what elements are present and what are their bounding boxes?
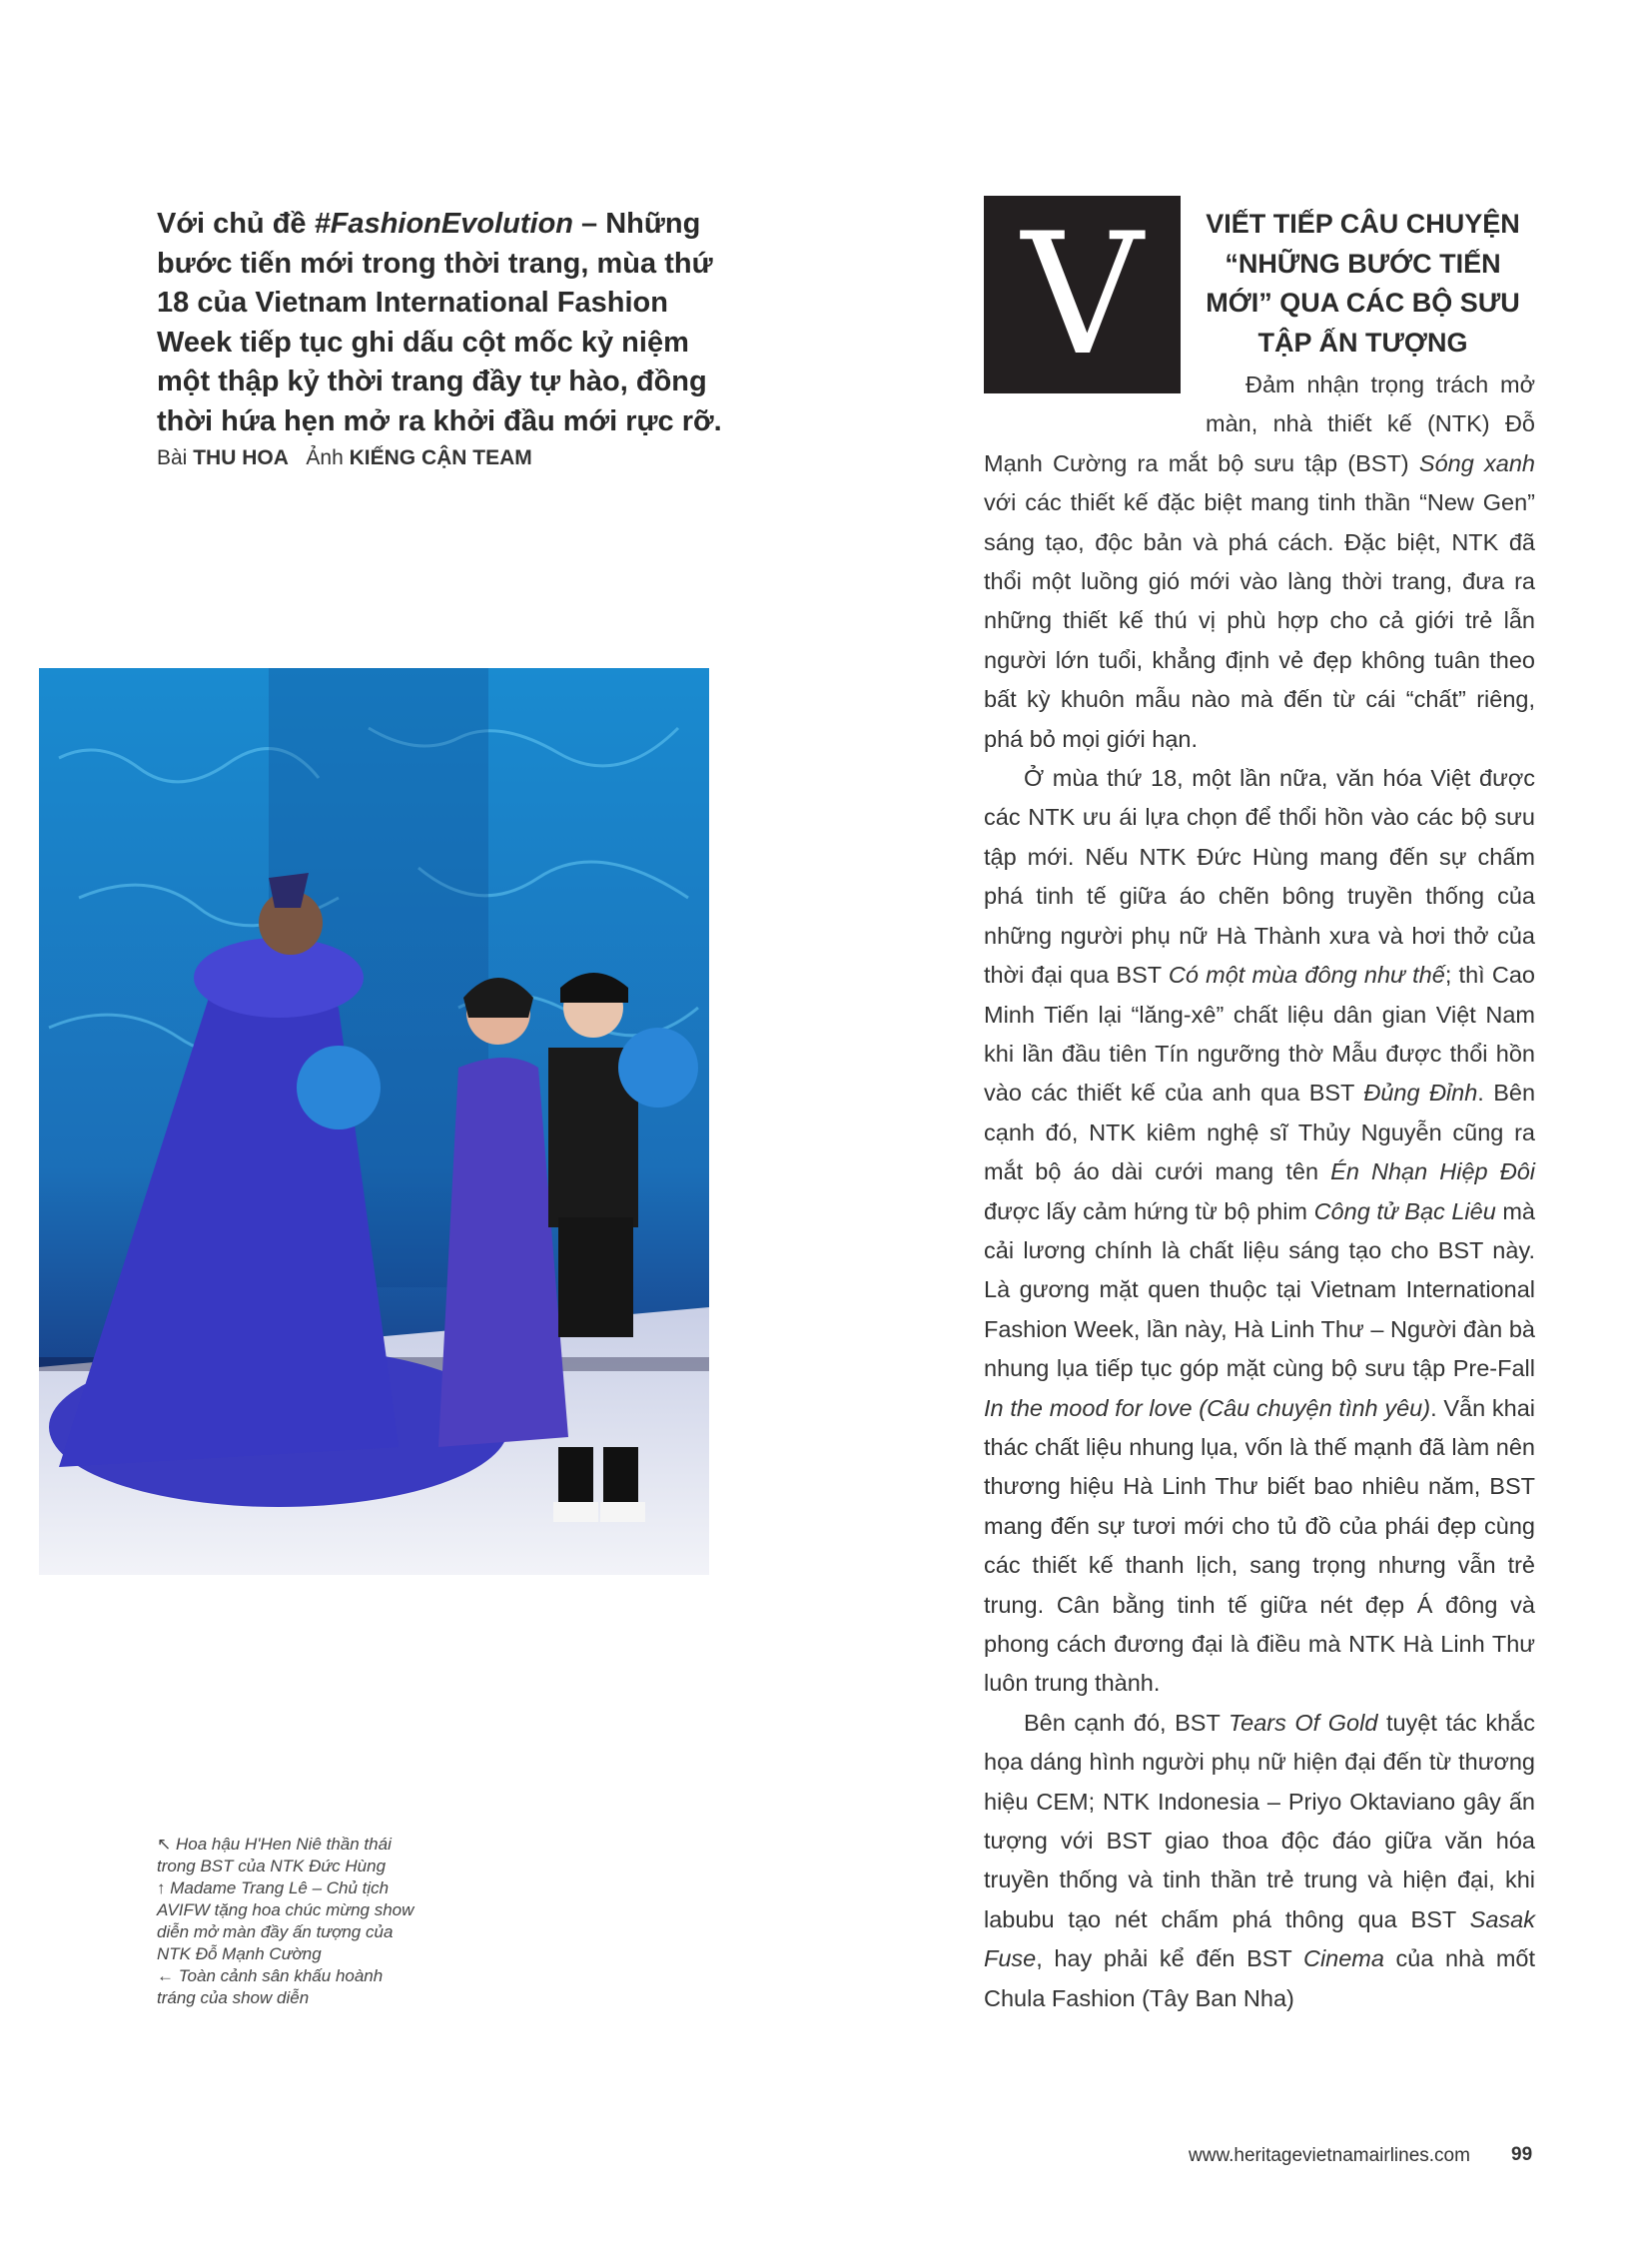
- lead-rest: – Những bước tiến mới trong thời trang, mùa thứ 18 của Vietnam International Fashion Week tiếp tục ghi dấu cột mốc kỷ niệm một thập kỷ thời trang đầy tự hào, đồng thời hứa hẹn mở ra khởi đầu mới rực rỡ.: [157, 208, 722, 437]
- byline-photographer: KIẾNG CẬN TEAM: [349, 446, 532, 469]
- page-number: 99: [1511, 2144, 1533, 2165]
- dropcap-spacer: [984, 366, 1206, 443]
- caption-item: ↑ Madame Trang Lê – Chủ tịch AVIFW tặng hoa chúc mừng show diễn mở màn đầy ấn tượng của NTK Đỗ Mạnh Cường: [157, 1878, 414, 1963]
- footer-website: www.heritagevietnamairlines.com: [1189, 2145, 1470, 2166]
- section-headline: VIẾT TIẾP CÂU CHUYỆN “NHỮNG BƯỚC TIẾN MỚI” QUA CÁC BỘ SƯU TẬP ẤN TƯỢNG: [1206, 209, 1520, 358]
- runway-photo-illustration: [39, 668, 709, 1575]
- body-paragraph-3: Bên cạnh đó, BST Tears Of Gold tuyệt tác khắc họa dáng hình người phụ nữ hiện đại đến từ thương hiệu CEM; NTK Indonesia – Priyo Oktaviano gây ấn tượng với BST giao thoa độc đáo giữa văn hóa truyền thống và tinh thần trẻ trung và hiện đại, khi labubu tạo nét chấm phá thông qua BST Sasak Fuse, hay phải kể đến BST Cinema của nhà mốt Chula Fashion (Tây Ban Nha): [984, 1709, 1535, 2011]
- article-body: [984, 366, 1535, 2018]
- lead-paragraph: [157, 205, 746, 441]
- runway-photo: [39, 668, 709, 1575]
- body-paragraph-2: Ở mùa thứ 18, một lần nữa, văn hóa Việt được các NTK ưu ái lựa chọn để thổi hồn vào các bộ sưu tập mới. Nếu NTK Đức Hùng mang đến sự chấm phá tinh tế giữa áo chẽn bông truyền thống của những người phụ nữ Hà Thành xưa và hơi thở của thời đại qua BST Có một mùa đông như thế; thì Cao Minh Tiến lại “lăng-xê” chất liệu dân gian Việt Nam khi lần đầu tiên Tín ngưỡng thờ Mẫu được thổi hồn vào các thiết kế của anh qua BST Đủng Đỉnh. Bên cạnh đó, NTK kiêm nghệ sĩ Thủy Nguyễn cũng ra mắt bộ áo dài cưới mang tên Én Nhạn Hiệp Đôi được lấy cảm hứng từ bộ phim Công tử Bạc Liêu mà cải lương chính là chất liệu sáng tạo cho BST này. Là gương mặt quen thuộc tại Vietnam International Fashion Week, lần này, Hà Linh Thư – Người đàn bà nhung lụa tiếp tục góp mặt cùng bộ sưu tập Pre-Fall In the mood for love (Câu chuyện tình yêu). Vẫn khai thác chất liệu nhung lụa, vốn là thế mạnh đã làm nên thương hiệu Hà Linh Thư biết bao nhiêu năm, BST mang đến sự tươi mới cho tủ đồ của phái đẹp cùng các thiết kế thanh lịch, sang trọng nhưng vẫn trẻ trung. Cân bằng tinh tế giữa nét đẹp Á đông và phong cách đương đại là điều mà NTK Hà Linh Thư luôn trung thành.: [984, 765, 1536, 1697]
- caption-item: ↖ Hoa hậu H'Hen Niê thần thái trong BST của NTK Đức Hùng: [157, 1835, 392, 1875]
- byline: [157, 446, 532, 470]
- photo-captions: [157, 1834, 416, 2009]
- caption-item: ← Toàn cảnh sân khấu hoành tráng của show diễn: [157, 1966, 384, 2007]
- byline-text-label: Bài: [157, 446, 188, 469]
- byline-photo-label: Ảnh: [306, 446, 344, 469]
- lead-hashtag: #FashionEvolution: [314, 208, 573, 240]
- byline-author: THU HOA: [193, 446, 289, 469]
- body-paragraph-1: Đảm nhận trọng trách mở màn, nhà thiết kế (NTK) Đỗ Mạnh Cường ra mắt bộ sưu tập (BST) Sóng xanh với các thiết kế đặc biệt mang tinh thần “New Gen” sáng tạo, độc bản và phá cách. Đặc biệt, NTK đã thổi một luồng gió mới vào làng thời trang, đưa ra những thiết kế thú vị phù hợp cho cả giới trẻ lẫn người lớn tuổi, khẳng định vẻ đẹp không tuân theo bất kỳ khuôn mẫu nào mà đến từ cái “chất” riêng, phá bỏ mọi giới hạn.: [984, 366, 1535, 759]
- lead-prefix: Với chủ đề: [157, 208, 315, 240]
- drop-cap: V: [984, 196, 1181, 393]
